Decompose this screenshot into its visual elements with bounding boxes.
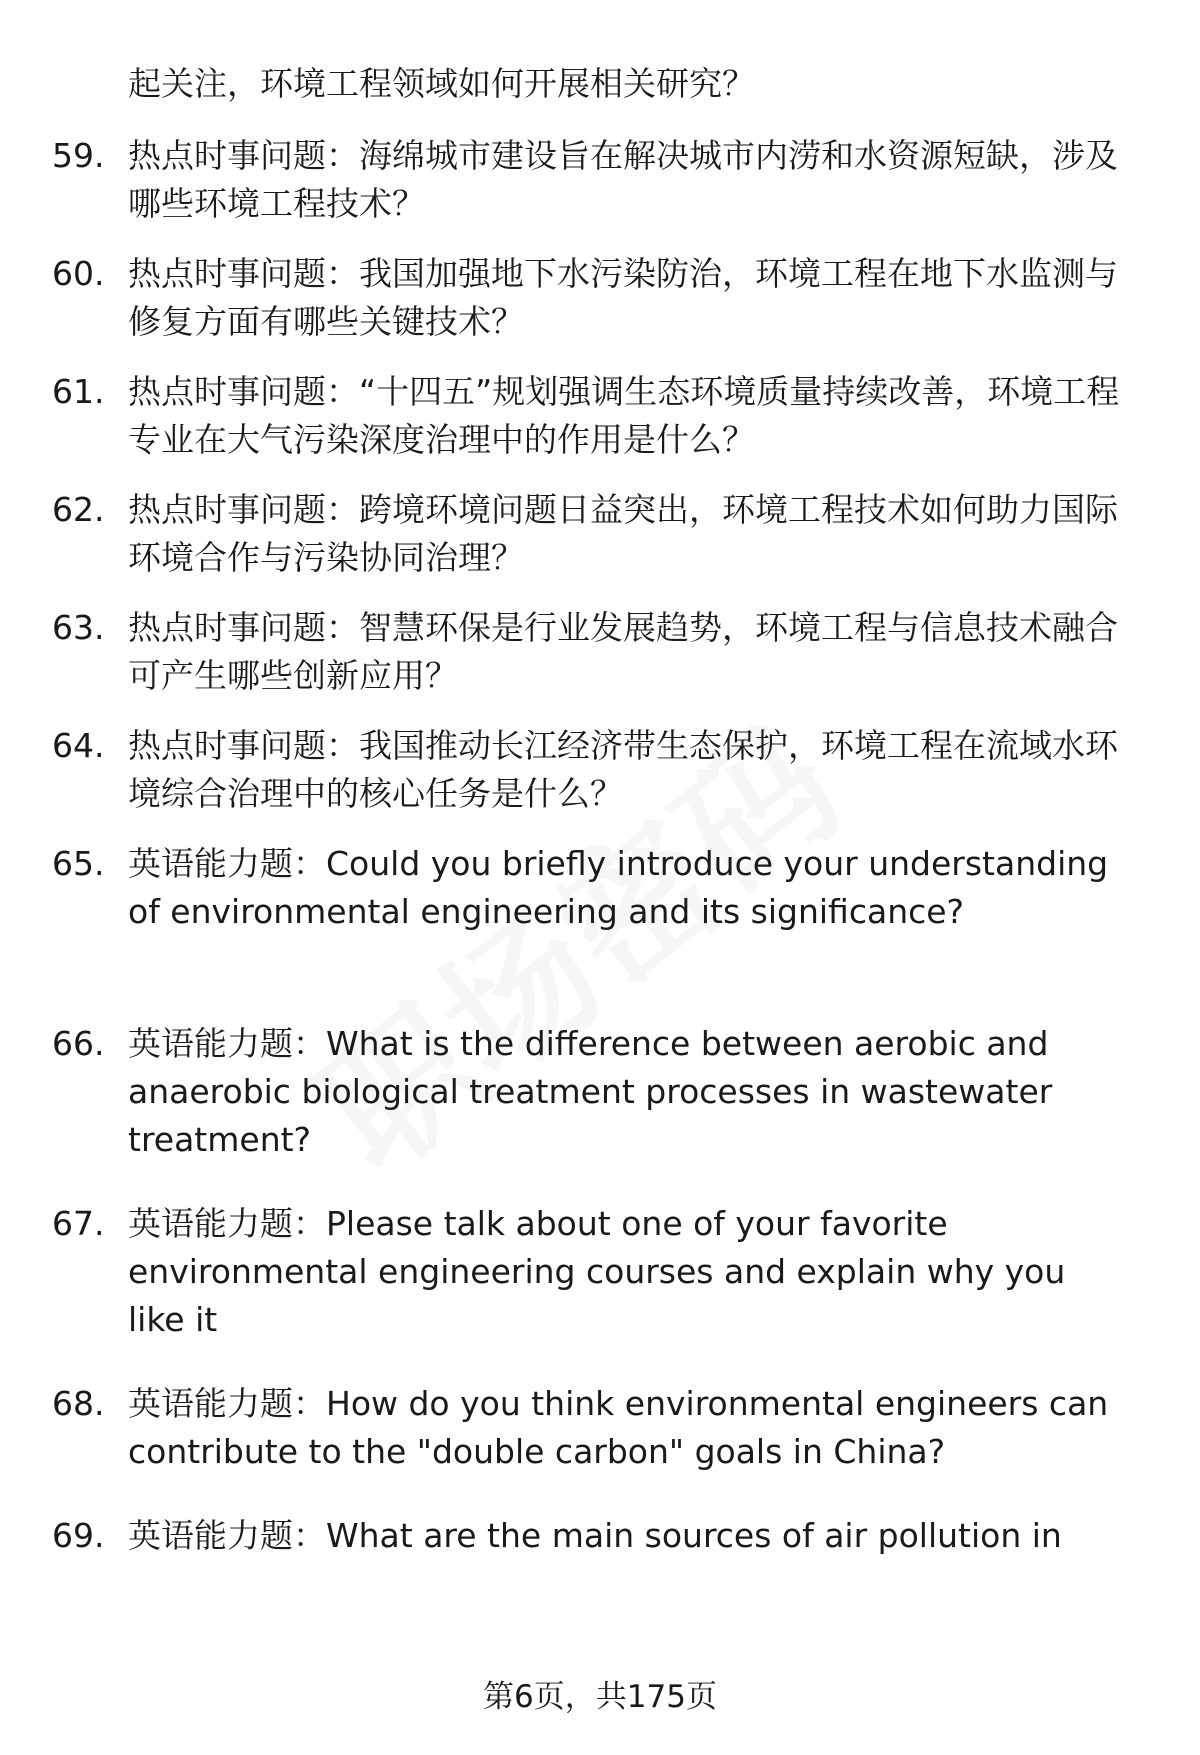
question-number: 65.: [52, 844, 105, 883]
question-text: 英语能力题：What are the main sources of air pollution in: [128, 1516, 1062, 1555]
continued-question-text: 起关注，环境工程领域如何开展相关研究？: [128, 64, 755, 103]
question-number: 68.: [52, 1384, 105, 1423]
page-footer: 第6页，共175页: [483, 1679, 717, 1715]
question-text: 热点时事问题：我国加强地下水污染防治，环境工程在地下水监测与修复方面有哪些关键技术？: [128, 254, 1118, 341]
question-number: 69.: [52, 1516, 105, 1555]
question-text: 英语能力题：Please talk about one of your favorite environmental engineering courses and explain why you like it: [128, 1204, 1066, 1339]
question-number: 60.: [52, 254, 105, 293]
question-text: 热点时事问题：海绵城市建设旨在解决城市内涝和水资源短缺，涉及哪些环境工程技术？: [128, 136, 1118, 223]
question-number: 61.: [52, 372, 105, 411]
question-text: 英语能力题：What is the difference between aerobic and anaerobic biological treatment processes in wastewater treatment?: [128, 1024, 1053, 1159]
question-number: 64.: [52, 726, 105, 765]
question-text: 热点时事问题：“十四五”规划强调生态环境质量持续改善，环境工程专业在大气污染深度治理中的作用是什么？: [128, 372, 1120, 459]
question-text: 英语能力题：Could you briefly introduce your understanding of environmental engineering and its significance?: [128, 844, 1109, 931]
question-number: 59.: [52, 136, 105, 175]
question-text: 热点时事问题：跨境环境问题日益突出，环境工程技术如何助力国际环境合作与污染协同治理？: [128, 490, 1118, 577]
question-text: 热点时事问题：我国推动长江经济带生态保护，环境工程在流域水环境综合治理中的核心任务是什么？: [128, 726, 1118, 813]
question-text: 热点时事问题：智慧环保是行业发展趋势，环境工程与信息技术融合可产生哪些创新应用？: [128, 608, 1118, 695]
question-number: 62.: [52, 490, 105, 529]
question-number: 63.: [52, 608, 105, 647]
question-text: 英语能力题：How do you think environmental engineers can contribute to the "double carbon" goals in China?: [128, 1384, 1109, 1471]
question-number: 67.: [52, 1204, 105, 1243]
question-number: 66.: [52, 1024, 105, 1063]
